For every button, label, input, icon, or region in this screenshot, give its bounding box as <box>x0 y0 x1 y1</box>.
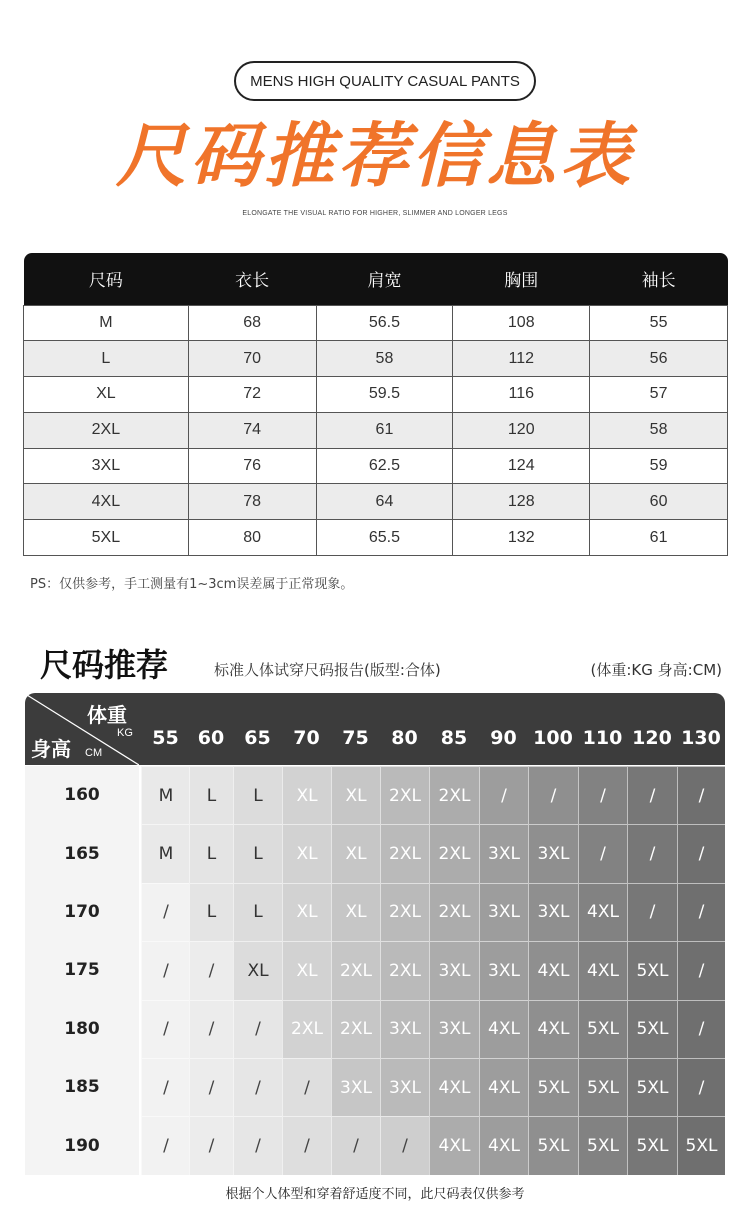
page-subtitle: ELONGATE THE VISUAL RATIO FOR HIGHER, SLIMMER AND LONGER LEGS <box>242 210 508 217</box>
size-recommend-cell: 4XL <box>479 1000 528 1058</box>
product-label-text: MENS HIGH QUALITY CASUAL PANTS <box>250 72 520 90</box>
table-cell: 124 <box>453 448 590 484</box>
size-recommend-cell: 2XL <box>380 941 429 999</box>
size-recommend-cell: 2XL <box>331 941 380 999</box>
recommend-unit: (体重:KG 身高:CM) <box>590 661 722 679</box>
size-recommend-cell: 5XL <box>677 1116 725 1174</box>
weight-header-cell: 100 <box>533 727 573 749</box>
weight-header-cell: 75 <box>342 727 369 749</box>
table-row <box>24 520 728 556</box>
size-recommend-cell: / <box>189 941 233 999</box>
size-table-header-cell: 袖长 <box>590 253 728 305</box>
size-recommend-cell: 4XL <box>578 941 627 999</box>
table-cell: 72 <box>188 377 316 413</box>
weight-header-cell: 60 <box>197 727 225 749</box>
size-recommend-cell: 3XL <box>331 1058 380 1116</box>
table-cell: 64 <box>316 484 453 520</box>
size-recommend-cell: / <box>189 1116 233 1174</box>
table-cell: 2XL <box>24 412 189 448</box>
size-recommend-cell: XL <box>331 883 380 941</box>
size-table-header-row <box>24 253 728 305</box>
size-recommend-cell: XL <box>282 824 331 882</box>
measurement-note: PS：仅供参考，手工测量有1~3cm误差属于正常现象。 <box>30 577 354 592</box>
size-recommend-cell: 3XL <box>528 824 578 882</box>
size-table-header-cell: 尺码 <box>24 253 189 305</box>
weight-header-cell: 130 <box>681 727 721 749</box>
size-recommend-cell: 4XL <box>578 883 627 941</box>
size-recommend-cell: 4XL <box>528 1000 578 1058</box>
size-recommend-cell: XL <box>331 824 380 882</box>
size-recommend-cell: L <box>189 824 233 882</box>
table-cell: 132 <box>453 520 590 556</box>
size-table-header-cell: 胸围 <box>453 253 590 305</box>
size-recommend-cell: L <box>233 824 282 882</box>
size-recommend-cell: 2XL <box>380 824 429 882</box>
weight-unit: KG <box>117 727 133 739</box>
size-recommend-cell: / <box>282 1116 331 1174</box>
product-label-pill <box>234 61 536 101</box>
size-recommend-cell: 3XL <box>429 1000 479 1058</box>
size-recommend-cell: 4XL <box>429 1058 479 1116</box>
size-recommend-cell: XL <box>282 766 331 824</box>
weight-header-cell: 120 <box>632 727 672 749</box>
table-cell: 59.5 <box>316 377 453 413</box>
size-recommend-cell: / <box>627 766 677 824</box>
size-recommend-cell: / <box>141 1058 190 1116</box>
table-row <box>24 305 728 341</box>
table-cell: 76 <box>188 448 316 484</box>
size-recommend-cell: L <box>233 766 282 824</box>
height-row-label: 170 <box>25 883 139 941</box>
size-table-header-cell: 肩宽 <box>316 253 453 305</box>
table-row <box>24 412 728 448</box>
size-table <box>23 253 728 556</box>
size-recommend-cell: 5XL <box>578 1058 627 1116</box>
table-cell: 68 <box>188 305 316 341</box>
height-unit: CM <box>85 747 103 759</box>
height-row-label: 175 <box>25 941 139 999</box>
height-label: 身高 <box>31 737 71 761</box>
weight-header-cell: 90 <box>490 727 517 749</box>
size-recommend-cell: 2XL <box>429 883 479 941</box>
table-cell: 58 <box>590 412 728 448</box>
height-row-label: 180 <box>25 1000 139 1058</box>
grid-header <box>25 693 725 765</box>
size-recommend-cell: / <box>627 824 677 882</box>
recommend-subtitle: 标准人体试穿尺码报告(版型:合体) <box>214 661 441 679</box>
size-recommend-cell: 5XL <box>627 1116 677 1174</box>
table-cell: 80 <box>188 520 316 556</box>
size-recommend-cell: M <box>141 824 190 882</box>
height-row-label: 190 <box>25 1116 139 1174</box>
size-recommend-cell: / <box>282 1058 331 1116</box>
height-row-label: 165 <box>25 824 139 882</box>
size-recommend-cell: 5XL <box>528 1058 578 1116</box>
table-cell: 120 <box>453 412 590 448</box>
size-recommend-cell: 3XL <box>528 883 578 941</box>
size-recommend-cell: 3XL <box>479 941 528 999</box>
size-recommend-cell: 2XL <box>429 824 479 882</box>
size-recommend-cell: M <box>141 766 190 824</box>
size-recommend-cell: 4XL <box>429 1116 479 1174</box>
size-recommend-cell: / <box>578 824 627 882</box>
table-cell: 61 <box>590 520 728 556</box>
table-cell: 56.5 <box>316 305 453 341</box>
table-cell: 58 <box>316 341 453 377</box>
table-cell: 4XL <box>24 484 189 520</box>
size-recommend-cell: 2XL <box>380 883 429 941</box>
size-recommend-cell: / <box>331 1116 380 1174</box>
table-cell: 128 <box>453 484 590 520</box>
size-recommend-cell: / <box>233 1000 282 1058</box>
table-row <box>24 484 728 520</box>
size-recommend-cell: / <box>528 766 578 824</box>
size-recommend-cell: / <box>677 1000 725 1058</box>
weight-header-cell: 85 <box>440 727 468 749</box>
size-recommend-cell: 4XL <box>479 1058 528 1116</box>
size-recommend-cell: XL <box>331 766 380 824</box>
table-cell: 65.5 <box>316 520 453 556</box>
size-recommend-cell: / <box>189 1058 233 1116</box>
size-recommend-cell: / <box>479 766 528 824</box>
height-row-label: 185 <box>25 1058 139 1116</box>
weight-header-cell: 55 <box>152 727 179 749</box>
size-recommend-cell: 3XL <box>380 1000 429 1058</box>
size-recommend-cell: / <box>233 1058 282 1116</box>
table-cell: 56 <box>590 341 728 377</box>
size-recommend-cell: / <box>677 883 725 941</box>
weight-header-cell: 110 <box>582 727 623 749</box>
size-recommend-cell: / <box>578 766 627 824</box>
table-row <box>24 341 728 377</box>
table-cell: 78 <box>188 484 316 520</box>
weight-header-cell: 80 <box>391 727 418 749</box>
size-recommend-cell: 5XL <box>627 1058 677 1116</box>
size-recommend-cell: 3XL <box>429 941 479 999</box>
table-cell: 116 <box>453 377 590 413</box>
size-recommend-cell: 3XL <box>380 1058 429 1116</box>
table-cell: 108 <box>453 305 590 341</box>
size-recommend-cell: 2XL <box>429 766 479 824</box>
table-row <box>24 448 728 484</box>
size-recommend-cell: 5XL <box>627 1000 677 1058</box>
table-cell: XL <box>24 377 189 413</box>
recommend-title: 尺码推荐 <box>40 646 169 684</box>
weight-label: 体重 <box>87 703 127 727</box>
size-recommend-cell: 5XL <box>578 1000 627 1058</box>
page-title: 尺码推荐信息表 <box>116 115 634 197</box>
size-recommend-cell: 4XL <box>528 941 578 999</box>
weight-header-cell: 65 <box>244 727 271 749</box>
size-recommend-cell: 5XL <box>528 1116 578 1174</box>
size-recommend-cell: / <box>677 941 725 999</box>
table-cell: 5XL <box>24 520 189 556</box>
size-recommend-cell: L <box>189 766 233 824</box>
size-recommend-cell: 4XL <box>479 1116 528 1174</box>
table-cell: 70 <box>188 341 316 377</box>
size-recommend-cell: 2XL <box>380 766 429 824</box>
size-recommend-cell: 5XL <box>578 1116 627 1174</box>
table-cell: 61 <box>316 412 453 448</box>
table-cell: 3XL <box>24 448 189 484</box>
size-recommend-cell: / <box>141 1000 190 1058</box>
table-cell: 112 <box>453 341 590 377</box>
size-recommend-cell: L <box>233 883 282 941</box>
size-recommend-cell: / <box>189 1000 233 1058</box>
size-recommend-cell: L <box>189 883 233 941</box>
size-recommend-cell: 2XL <box>331 1000 380 1058</box>
size-recommend-cell: / <box>141 941 190 999</box>
table-cell: 57 <box>590 377 728 413</box>
size-recommend-cell: / <box>141 1116 190 1174</box>
size-recommend-cell: / <box>677 1058 725 1116</box>
size-recommend-cell: / <box>141 883 190 941</box>
size-recommend-cell: 3XL <box>479 824 528 882</box>
footer-note: 根据个人体型和穿着舒适度不同，此尺码表仅供参考 <box>225 1187 525 1202</box>
size-recommend-cell: XL <box>233 941 282 999</box>
size-recommend-cell: 5XL <box>627 941 677 999</box>
size-recommend-cell: / <box>627 883 677 941</box>
table-row <box>24 377 728 413</box>
table-cell: 55 <box>590 305 728 341</box>
height-row-label: 160 <box>25 766 139 824</box>
size-recommend-cell: XL <box>282 883 331 941</box>
table-cell: 74 <box>188 412 316 448</box>
weight-header-cell: 70 <box>293 727 320 749</box>
size-table-body <box>24 305 728 556</box>
table-cell: 59 <box>590 448 728 484</box>
size-recommend-cell: / <box>677 766 725 824</box>
size-recommend-cell: / <box>380 1116 429 1174</box>
size-recommend-cell: 3XL <box>479 883 528 941</box>
grid-corner <box>25 693 139 765</box>
table-cell: 60 <box>590 484 728 520</box>
size-recommend-cell: 2XL <box>282 1000 331 1058</box>
size-table-header-cell: 衣长 <box>188 253 316 305</box>
size-recommend-cell: / <box>233 1116 282 1174</box>
table-cell: L <box>24 341 189 377</box>
size-recommend-cell: XL <box>282 941 331 999</box>
size-recommend-cell: / <box>677 824 725 882</box>
table-cell: 62.5 <box>316 448 453 484</box>
table-cell: M <box>24 305 189 341</box>
